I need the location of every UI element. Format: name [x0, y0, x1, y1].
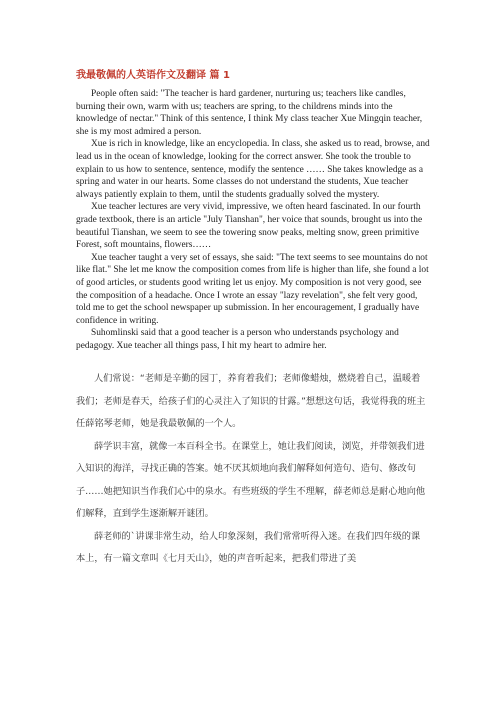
- chinese-paragraph-1: 人们常说：“老师是辛勤的园丁，养育着我们；老师像蜡烛，燃烧着自己，温暖着我们；老师是春天，给孩子们的心灵注入了知识的甘露。”想想这句话，我觉得我的班主任薛铭琴老师，她是我最敬佩的一个人。: [76, 373, 426, 429]
- english-text: [76, 88, 431, 352]
- chinese-paragraph-3: 薛老师的`讲课非常生动，给人印象深刻，我们常常听得入迷。在我们四年级的课本上，有一篇文章叫《七月天山》，她的声音听起来，把我们带进了美: [76, 530, 421, 564]
- english-paragraph-5: Suhomlinski said that a good teacher is a person who understands psychology and pedagogy. Xue teacher all things pass, I hit my heart to admire her.: [76, 328, 399, 351]
- chinese-paragraph-2: 薛学识丰富，就像一本百科全书。在课堂上，她让我们阅读，浏览，并带领我们进入知识的海洋，寻找正确的答案。她不厌其烦地向我们解释如何造句、造句、修改句子……她把知识当作我们心中的泉水。有些班级的学生不理解，薛老师总是耐心地向他们解释，直到学生逐渐解开谜团。: [76, 440, 426, 519]
- chinese-text: [76, 368, 426, 571]
- english-paragraph-1: People often said: "The teacher is hard gardener, nurturing us; teachers like candles, burning their own, warm with us; teachers are spring, to the childrens minds into the knowledge of nectar." Think of this sentence, I think My class teacher Xue Mingqin teacher, she is my most admired a person.: [76, 89, 423, 137]
- english-paragraph-2: Xue is rich in knowledge, like an encyclopedia. In class, she asked us to read, browse, and lead us in the ocean of knowledge, looking for the correct answer. She took the trouble to explain to us how to sentence, sentence, modify the sentence …… She takes knowledge as a spring and water in our hearts. Some classes do not understand the students, Xue teacher always patiently explain to them, until the students gradually solved the mystery.: [76, 139, 430, 200]
- english-paragraph-3: Xue teacher lectures are very vivid, impressive, we often heard fascinated. In our fourth grade textbook, there is an article "July Tianshan", her voice that sounds, brought us into the beautiful Tianshan, we seem to see the towering snow peaks, melting snow, green primitive Forest, soft mountains, flowers……: [76, 202, 423, 251]
- document-title: 我最敬佩的人英语作文及翻译 篇 1: [76, 70, 230, 81]
- english-paragraph-4: Xue teacher taught a very set of essays, she said: "The text seems to see mountains do not like flat." She let me know the composition comes from life is higher than life, she found a lot of good articles, or students good writing let us enjoy. My composition is not very good, see the composition of a headache. Once I wrote an essay "lazy revelation", she felt very good, told me to get the school newspaper up submission. In her encouragement, I gradually have confidence in writing.: [76, 252, 429, 326]
